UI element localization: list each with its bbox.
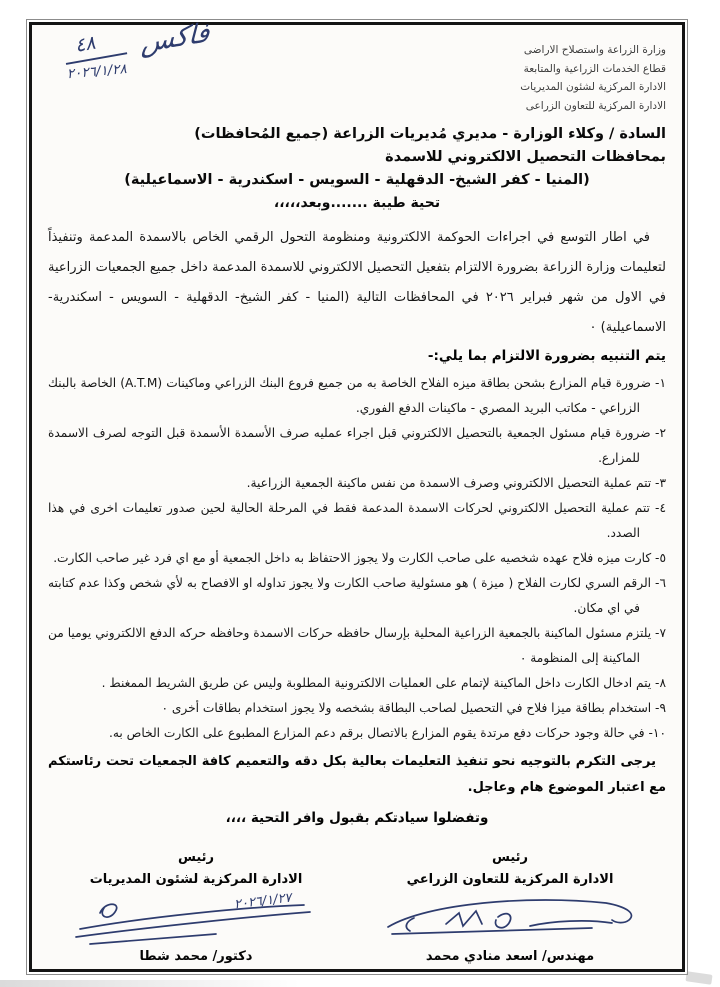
instruction-item-1: ١- ضرورة قيام المزارع بشحن بطاقة ميزه الفلاح الخاصة به من جميع فروع البنك الزراعي وماكينات (A.T.M) الخاصة بالبنك الزراعي - مكاتب البريد المصري - ماكينات الدفع الفوري.: [48, 376, 666, 415]
signature-org: الادارة المركزية لشئون المديريات: [89, 872, 303, 887]
signature-row: [48, 847, 666, 967]
greeting-line: تحية طيبة .......وبعد،،،،،: [273, 195, 441, 211]
letterhead-line-directorates: الادارة المركزية لشئون المديريات: [520, 81, 666, 93]
signature-title: رئيس: [491, 850, 529, 865]
closing-salute: وتفضلوا سيادتكم بقبول وافر التحية ،،،،: [225, 810, 489, 826]
letterhead-line-cooperation: الادارة المركزية للتعاون الزراعى: [525, 99, 666, 112]
instruction-item-10: ١٠- في حالة وجود حركات دفع مرتدة يقوم المزارع بالاتصال برقم دعم المزارع المطبوع على الكارت الخاص به.: [108, 726, 666, 740]
instruction-item-8: ٨- يتم ادخال الكارت داخل الماكينة لإتمام على العمليات الالكترونية المطلوبة وليس عن طريق الشريط الممغنط .: [101, 676, 666, 690]
instruction-item-6: ٦- الرقم السري لكارت الفلاح ( ميزة ) هو مسئولية صاحب الكارت ولا يجوز تداوله او الافصاح به لأي شخص وكذا عدم كتابته في اي مكان.: [48, 576, 666, 615]
letterhead-line-ministry: وزارة الزراعة واستصلاح الاراضى: [523, 44, 666, 56]
signature-block-cooperation: [376, 847, 644, 967]
signature-hand-date: ٢٠٢٦/١/٢٧: [233, 890, 293, 913]
instruction-item-3: ٣- تتم عملية التحصيل الالكتروني وصرف الاسمدة من نفس ماكينة الجمعية الزراعية.: [246, 476, 666, 490]
intro-paragraph: في اطار التوسع في اجراءات الحوكمة الالكترونية ومنظومة التحول الرقمي الخاص بالاسمدة المدعمة وتنفيذاً لتعليمات وزارة الزراعة بضرورة الالتزام بتفعيل التحصيل الالكتروني للاسمدة المدعمة داخل جميع الجمعيات الزراعية في الاول من شهر فبراير ٢٠٢٦ في المحافظات التالية (المنيا - كفر الشيخ- الدقهلية - السويس - اسكندرية- الاسماعيلية) ٠: [48, 230, 666, 335]
salutation-block: [48, 123, 666, 215]
instruction-list: [48, 371, 666, 746]
scan-smudge: [0, 980, 300, 987]
signature-name-engineer: مهندس/ اسعد منادي محمد: [425, 949, 595, 964]
notice-heading: يتم التنبيه بضرورة الالتزام بما يلي:-: [427, 348, 666, 364]
instruction-item-9: ٩- استخدام بطاقة ميزا فلاح في التحصيل لصاحب البطاقة بشخصه ولا يجوز استخدام بطاقات أخرى ٠: [161, 701, 666, 715]
fax-date: ٢٠٢٦/١/٢٨: [66, 61, 128, 83]
signature-scribble-icon: [376, 893, 644, 947]
salutation-line-governorates: (المنيا - كفر الشيخ- الدقهلية - السويس - اسكندرية - الاسماعيلية): [124, 172, 590, 188]
signature-block-directorates: [62, 847, 330, 967]
closing-request: يرجى التكرم بالتوجيه نحو تنفيذ التعليمات بعالية بكل دقه والتعميم كافة الجمعيات تحت رئاستكم مع اعتبار الموضوع هام وعاجل.: [48, 754, 666, 795]
letterhead-line-sector: قطاع الخدمات الزراعية والمتابعة: [523, 62, 666, 75]
fax-word-handwriting: فاكس: [141, 17, 211, 60]
fax-number-date: [62, 29, 128, 82]
salutation-line-1: السادة / وكلاء الوزارة - مديري مُديريات الزراعة (جميع المُحافظات): [194, 126, 666, 142]
instruction-item-5: ٥- كارت ميزه فلاح عهده شخصيه على صاحب الكارت ولا يجوز الاحتفاظ به داخل الجمعية أو مع اي فرد غير صاحب الكارت.: [53, 551, 666, 565]
signature-org: الادارة المركزية للتعاون الزراعي: [406, 872, 614, 887]
salutation-line-2: بمحافظات التحصيل الالكتروني للاسمدة: [385, 149, 666, 165]
instruction-item-7: ٧- يلتزم مسئول الماكينة بالجمعية الزراعية المحلية بإرسال حافظه حركات الاسمدة وحافظه حركه الدفع الالكتروني يوميا من الماكينة إلى المنظومة ٠: [48, 626, 666, 665]
fax-number: ٤٨: [61, 27, 127, 65]
instruction-item-4: ٤- تتم عملية التحصيل الالكتروني لحركات الاسمدة المدعمة فقط في المرحلة الحالية لحين صدور تعليمات اخرى في هذا الصدد.: [48, 501, 666, 540]
signature-ink-cooperation: [376, 893, 644, 947]
signature-name-doctor: دكتور/ محمد شطا: [139, 949, 253, 964]
signature-title: رئيس: [177, 850, 215, 865]
scan-smudge-corner: [685, 971, 712, 985]
instruction-item-2: ٢- ضرورة قيام مسئول الجمعية بالتحصيل الالكتروني قبل اجراء عمليه صرف الأسمدة الأسمدة قبل التوجه لصرف الاسمدة للمزارع.: [48, 426, 666, 465]
page-border-frame: [29, 22, 685, 972]
signature-ink-directorates: [62, 890, 330, 947]
